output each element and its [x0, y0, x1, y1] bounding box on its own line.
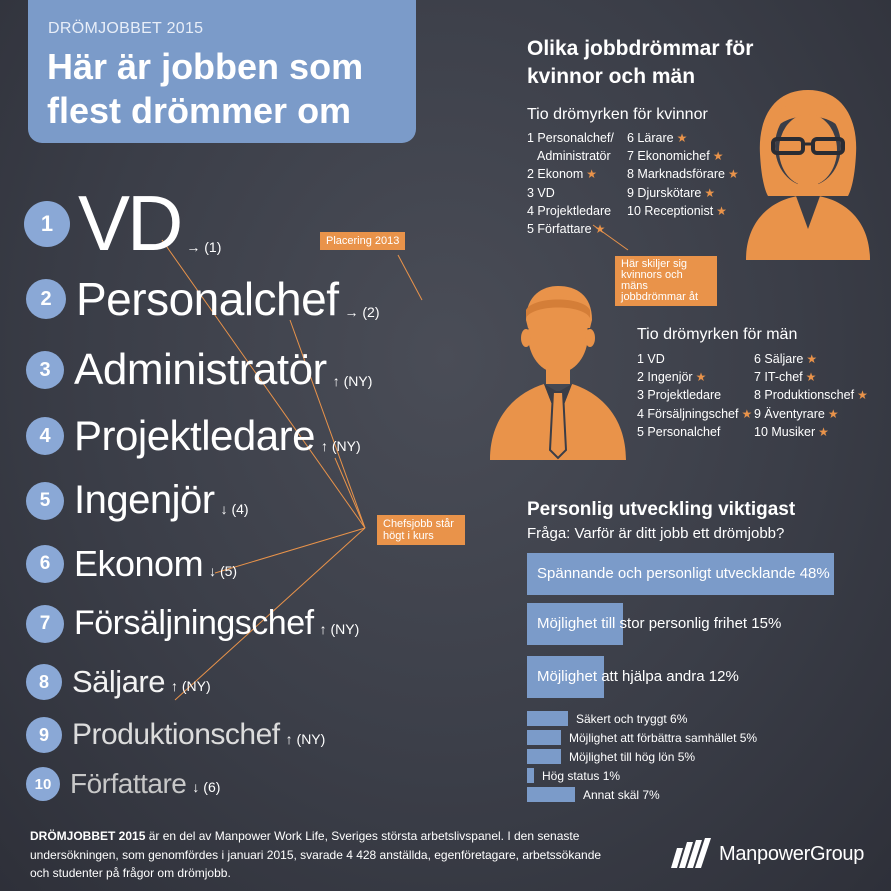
survey-question: Fråga: Varför är ditt jobb ett drömjobb? — [527, 525, 785, 542]
page-title: Här är jobben som flest drömmer om — [47, 46, 364, 131]
star-icon: ★ — [727, 167, 739, 182]
job-title: Ingenjör — [74, 478, 215, 522]
list-item: 1 Personalchef/ — [527, 131, 614, 145]
survey-bar-label: Annat skäl 7% — [583, 787, 660, 802]
survey-bar-label: Möjlighet till hög lön 5% — [569, 749, 696, 764]
list-item: 3 Projektledare — [637, 388, 722, 403]
job-title: Ekonom — [74, 543, 204, 584]
rank-change: ↑ (NY) — [319, 621, 360, 637]
rank-badge: 8 — [26, 664, 62, 700]
list-item: 10 Receptionist ★ — [627, 203, 727, 218]
rank-badge: 5 — [26, 482, 64, 520]
survey-bar — [527, 711, 568, 726]
connector-line — [215, 528, 365, 573]
list-item: 6 Säljare ★ — [754, 352, 818, 366]
job-title: Personalchef — [76, 273, 339, 325]
list-item: 10 Musiker ★ — [754, 424, 829, 439]
job-title: Administratör — [74, 345, 327, 394]
job-title: Säljare — [72, 664, 165, 699]
rank-row-7 — [26, 604, 359, 643]
survey-title: Personlig utveckling viktigast — [527, 499, 796, 520]
connector-line — [398, 255, 422, 300]
rank-badge: 9 — [26, 717, 62, 753]
list-item: 5 Personalchef — [637, 424, 721, 439]
callout-differ: Här skiljer sig kvinnors och mäns jobbdrömmar åt — [615, 256, 717, 306]
survey-bar-label: Hög status 1% — [542, 768, 621, 783]
rank-row-9 — [26, 717, 325, 753]
job-title: VD — [78, 179, 181, 267]
men-heading: Tio drömyrken för män — [637, 326, 798, 343]
rank-change: → (1) — [186, 239, 222, 255]
rank-change: ↑ (NY) — [332, 373, 373, 389]
list-item: 4 Försäljningschef ★ — [637, 406, 753, 421]
list-item: 1 VD — [637, 352, 665, 366]
list-item: 5 Författare ★ — [527, 222, 606, 237]
star-icon: ★ — [712, 149, 724, 164]
job-title: Projektledare — [74, 412, 315, 459]
women-heading: Tio drömyrken för kvinnor — [527, 106, 708, 123]
list-item: 2 Ingenjör ★ — [637, 370, 707, 385]
star-icon: ★ — [741, 406, 753, 421]
rank-change: ↓ (4) — [220, 501, 249, 517]
rank-change: → (2) — [344, 304, 380, 320]
survey-row — [527, 749, 695, 764]
connector-line — [335, 458, 365, 528]
star-icon: ★ — [818, 424, 829, 439]
survey-bar — [527, 749, 561, 764]
manpower-logo-icon — [669, 838, 713, 870]
rank-change: ↑ (NY) — [171, 678, 211, 694]
footer-bold: DRÖMJOBBET 2015 — [30, 829, 146, 843]
job-title: Försäljningschef — [74, 604, 314, 642]
rank-row-8 — [26, 664, 211, 700]
rank-row-3 — [26, 345, 372, 395]
survey-bar-label: Säkert och tryggt 6% — [576, 711, 688, 726]
survey-row — [527, 730, 757, 745]
rank-badge: 2 — [26, 279, 66, 319]
survey-bar — [527, 730, 561, 745]
list-item: 9 Djurskötare ★ — [627, 185, 716, 200]
star-icon: ★ — [805, 370, 817, 385]
list-item: 7 IT-chef ★ — [754, 370, 817, 385]
star-icon: ★ — [806, 352, 818, 366]
survey-bar-label: Möjlighet att hjälpa andra 12% — [537, 668, 739, 685]
women-list-left — [527, 129, 614, 238]
rank-change: ↑ (NY) — [285, 731, 326, 747]
list-item: 3 VD — [527, 185, 555, 200]
list-item: 6 Lärare ★ — [627, 131, 688, 145]
kicker: DRÖMJOBBET 2015 — [48, 20, 204, 37]
rank-badge: 6 — [26, 545, 64, 583]
star-icon: ★ — [594, 222, 606, 237]
women-list-right — [627, 129, 739, 220]
survey-row — [527, 711, 687, 726]
rank-row-10 — [26, 767, 220, 801]
rank-row-5 — [26, 478, 249, 523]
rank-change: ↑ (NY) — [320, 438, 361, 454]
rank-change: ↓ (6) — [192, 779, 221, 795]
star-icon: ★ — [857, 388, 868, 403]
footer-body: är en del av Manpower Work Life, Sveriges största arbetslivspanel. I den senaste undersökningen, som genomfördes i januari 2015, svarade 4 428 anställda, egenföretagare, arbetssökande och studenter på frågor om drömjobb. — [30, 829, 602, 880]
rank-row-6 — [26, 543, 237, 585]
callout-placement: Placering 2013 — [320, 232, 405, 250]
star-icon: ★ — [676, 131, 688, 145]
list-item: 7 Ekonomichef ★ — [627, 149, 724, 164]
gender-section-title: Olika jobbdrömmar för kvinnor och män — [527, 37, 754, 88]
list-item: Administratör — [537, 149, 611, 164]
survey-bar-label: Möjlighet till stor personlig frihet 15% — [537, 615, 782, 632]
rank-change: ↓ (5) — [209, 563, 238, 579]
rank-badge: 10 — [26, 767, 60, 801]
rank-row-2 — [26, 272, 380, 326]
list-item: 9 Äventyrare ★ — [754, 406, 839, 421]
survey-bar — [527, 787, 575, 802]
star-icon: ★ — [695, 370, 707, 385]
footer-text — [30, 827, 620, 883]
callout-managers: Chefsjobb står högt i kurs — [377, 515, 465, 545]
rank-badge: 1 — [24, 201, 70, 247]
survey-bar-label: Spännande och personligt utvecklande 48% — [537, 565, 830, 582]
rank-row-4 — [26, 412, 361, 460]
rank-badge: 3 — [26, 351, 64, 389]
list-item: 2 Ekonom ★ — [527, 167, 598, 182]
survey-row — [527, 768, 620, 783]
man-icon — [488, 280, 628, 460]
woman-icon — [738, 84, 878, 260]
list-item: 8 Marknadsförare ★ — [627, 167, 739, 182]
rank-badge: 4 — [26, 417, 64, 455]
rank-badge: 7 — [26, 605, 64, 643]
job-title: Produktionschef — [72, 718, 280, 751]
star-icon: ★ — [827, 406, 839, 421]
star-icon: ★ — [586, 167, 598, 182]
rank-row-1 — [24, 178, 221, 269]
star-icon: ★ — [716, 203, 727, 218]
list-item: 4 Projektledare — [527, 203, 612, 218]
brand-logo — [669, 838, 864, 870]
survey-bar-label: Möjlighet att förbättra samhället 5% — [569, 730, 758, 745]
list-item: 8 Produktionschef ★ — [754, 388, 868, 403]
brand-name: ManpowerGroup — [719, 842, 865, 865]
survey-bar — [527, 768, 534, 783]
men-list-left — [637, 350, 752, 441]
star-icon: ★ — [704, 185, 716, 200]
survey-row — [527, 787, 660, 802]
job-title: Författare — [70, 768, 187, 799]
men-list-right — [754, 350, 868, 441]
